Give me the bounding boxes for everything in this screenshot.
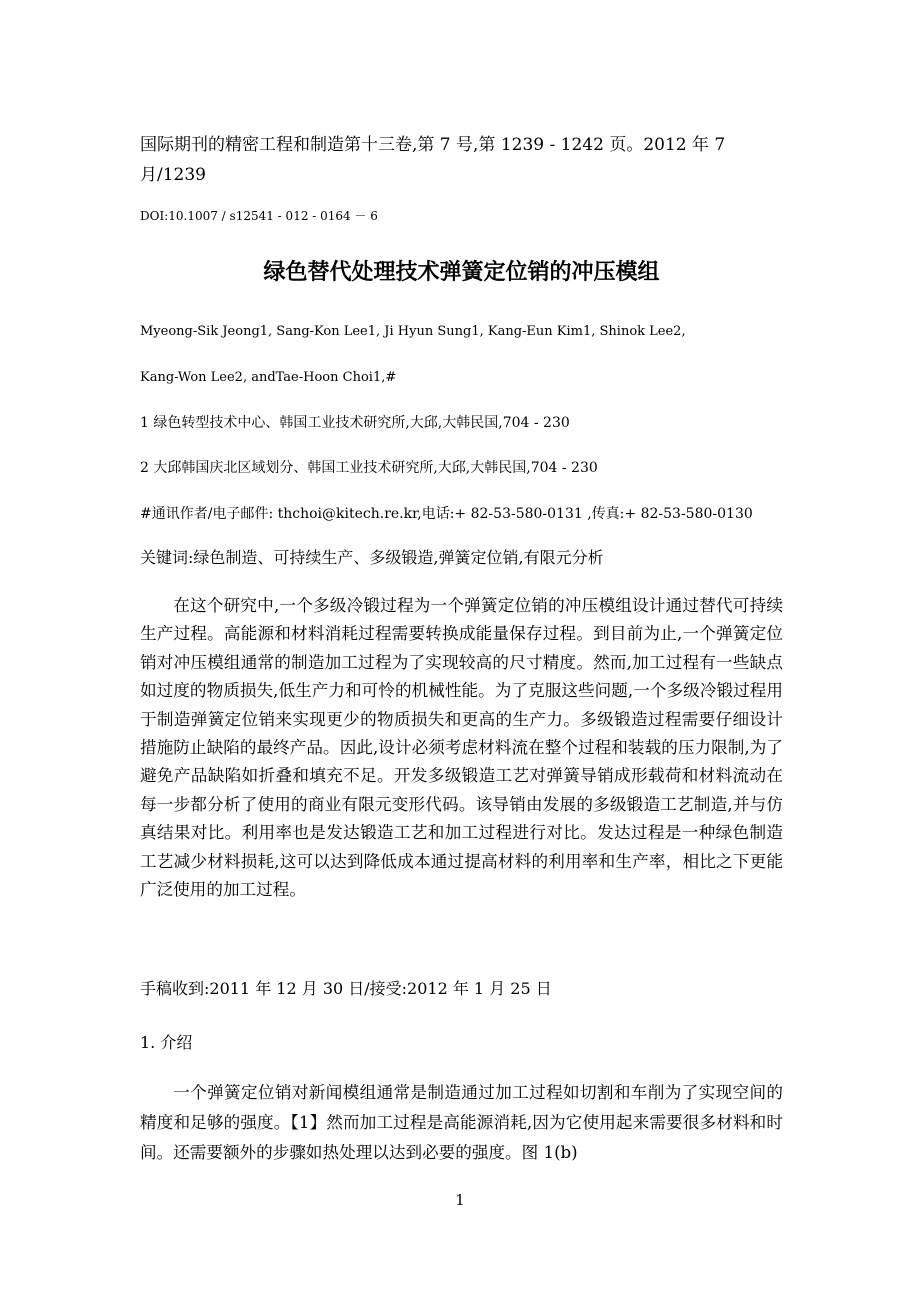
section-heading-introduction: 1. 介绍 [140,1033,193,1052]
doi-line: DOI:10.1007 / s12541 - 012 - 0164 － 6 [140,209,378,223]
affiliation-1: 1 绿色转型技术中心、韩国工业技术研究所,大邱,大韩民国,704 - 230 [140,415,570,431]
keywords: 关键词:绿色制造、可持续生产、多级锻造,弹簧定位销,有限元分析 [140,548,604,567]
page-number: 1 [455,1191,465,1209]
journal-citation: 国际期刊的精密工程和制造第十三卷,第 7 号,第 1239 - 1242 页。2012 年 7 月/1239 [140,135,726,185]
authors-line-1: Myeong-Sik Jeong1, Sang-Kon Lee1, Ji Hyun Sung1, Kang-Eun Kim1, Shinok Lee2, [140,324,686,339]
manuscript-dates: 手稿收到:2011 年 12 月 30 日/接受:2012 年 1 月 25 日 [140,979,552,998]
corresponding-author: #通讯作者/电子邮件: thchoi@kitech.re.kr,电话:+ 82-53-580-0131 ,传真:+ 82-53-580-0130 [140,506,753,522]
introduction-paragraph: 一个弹簧定位销对新闻模组通常是制造通过加工过程如切割和车削为了实现空间的精度和足够的强度。【1】然而加工过程是高能源消耗,因为它使用起来需要很多材料和时间。还需要额外的步骤如热处理以达到必要的强度。图 1(b) [140,1083,783,1162]
paper-title: 绿色替代处理技术弹簧定位销的冲压模组 [263,260,660,285]
affiliation-2: 2 大邱韩国庆北区域划分、韩国工业技术研究所,大邱,大韩民国,704 - 230 [140,460,598,476]
authors-line-2: Kang-Won Lee2, andTae-Hoon Choi1,# [140,370,397,385]
abstract-paragraph: 在这个研究中,一个多级冷锻过程为一个弹簧定位销的冲压模组设计通过替代可持续生产过程。高能源和材料消耗过程需要转换成能量保存过程。到目前为止,一个弹簧定位销对冲压模组通常的制造加工过程为了实现较高的尺寸精度。然而,加工过程有一些缺点如过度的物质损失,低生产力和可怜的机械性能。为了克服这些问题,一个多级冷锻过程用于制造弹簧定位销来实现更少的物质损失和更高的生产力。多级锻造过程需要仔细设计措施防止缺陷的最终产品。因此,设计必须考虑材料流在整个过程和装载的压力限制,为了避免产品缺陷如折叠和填充不足。开发多级锻造工艺对弹簧导销成形载荷和材料流动在每一步都分析了使用的商业有限元变形代码。该导销由发展的多级锻造工艺制造,并与仿真结果对比。利用率也是发达锻造工艺和加工过程进行对比。发达过程是一种绿色制造工艺减少材料损耗,这可以达到降低成本通过提高材料的利用率和生产率，相比之下更能广泛使用的加工过程。 [140,596,783,900]
